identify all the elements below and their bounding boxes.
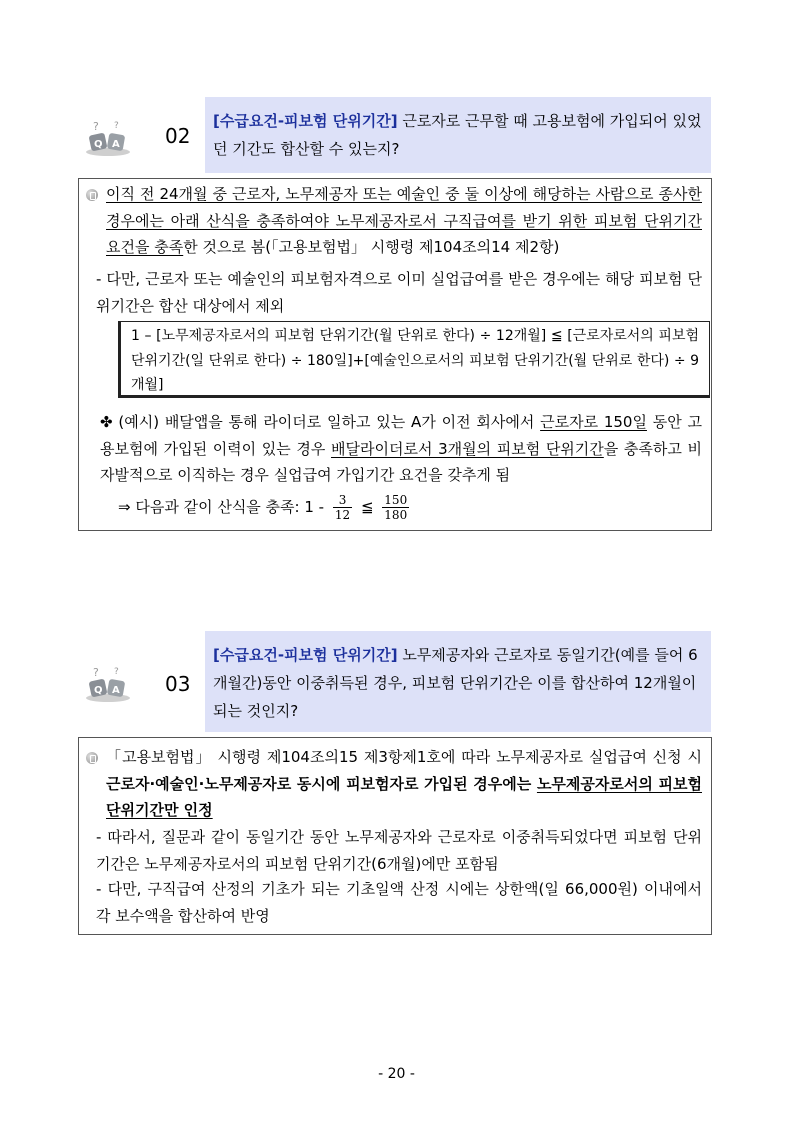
question-text: 근로자로 근무할 때 고용보험에 가입되어 있었던 기간도 합산할 수 있는지? [213, 112, 702, 158]
underlined-text: 근로자로 150일 [540, 413, 647, 431]
qa-icon [84, 664, 132, 704]
example-mark-icon: ✤ [100, 413, 113, 431]
question-tag: [수급요건-피보험 단위기간] [213, 112, 398, 130]
question-box [205, 631, 711, 732]
answer-subpoint [96, 824, 702, 877]
subpoint-text: - 따라서, 질문과 같이 동일기간 동안 노무제공자와 근로자로 이중취득되었다면 피보험 단위기간은 노무제공자로서의 피보험 단위기간(6개월)에만 포함됨 [96, 828, 702, 873]
question-text: 노무제공자와 근로자로 동일기간(예를 들어 6개월간)동안 이중취득된 경우, 피보험 단위기간은 이를 합산하여 12개월이 되는 것인지? [213, 646, 698, 720]
calc-prefix: ⇒ 다음과 같이 산식을 충족: 1 - [118, 498, 325, 516]
question-number: 03 [165, 672, 191, 696]
bullet-icon [86, 752, 98, 764]
bold-underlined-text: 노무제공자로서의 피보험 단위기간만 인정 [106, 774, 702, 819]
svg-text:?: ? [93, 666, 99, 679]
question-box [205, 97, 711, 173]
calc-operator: ≦ [360, 498, 374, 516]
fraction [382, 493, 409, 522]
example-paragraph [100, 409, 702, 489]
svg-text:A: A [112, 139, 120, 150]
answer-paragraph [106, 181, 702, 261]
example-text: 동안 고용보험에 가입된 이력이 있는 경우 [100, 413, 702, 458]
svg-text:Q: Q [94, 685, 103, 696]
fraction-numerator: 150 [384, 493, 408, 507]
answer-text: 「고용보험법」 시행령 제104조의15 제3항제1호에 따라 노무제공자로 실업급여 신청 시 [106, 748, 702, 766]
answer-subpoint [96, 266, 702, 319]
svg-text:A: A [112, 685, 120, 696]
bullet-icon [86, 189, 98, 201]
answer-subpoint [96, 876, 702, 929]
page-number: - 20 - [378, 1066, 415, 1082]
fraction-denominator: 12 [334, 508, 351, 522]
answer-paragraph [106, 744, 702, 824]
svg-text:?: ? [114, 667, 119, 677]
bold-text: 근로자·예술인·노무제공자로 동시에 피보험자로 가입된 경우에는 [106, 774, 537, 793]
example-text: 을 충족하고 비자발적으로 이직하는 경우 실업급여 가입기간 요건을 갖추게 됨 [100, 439, 702, 484]
svg-text:?: ? [114, 121, 119, 131]
fraction-numerator: 3 [333, 493, 352, 508]
subpoint-text: - 다만, 구직급여 산정의 기초가 되는 기초일액 산정 시에는 상한액(일 66,000원) 이내에서 각 보수액을 합산하여 반영 [96, 880, 702, 925]
calculation-line [118, 490, 518, 524]
svg-text:Q: Q [94, 139, 103, 150]
fraction [333, 493, 352, 522]
example-text: (예시) 배달앱을 통해 라이더로 일하고 있는 A가 이전 회사에서 [118, 413, 541, 431]
subpoint-text: - 다만, 근로자 또는 예술인의 피보험자격으로 이미 실업급여를 받은 경우에는 해당 피보험 단위기간은 합산 대상에서 제외 [96, 270, 702, 315]
fraction-denominator: 180 [384, 508, 408, 522]
underlined-text: 배달라이더로서 3개월의 피보험 단위기간 [331, 439, 604, 458]
svg-text:?: ? [93, 120, 99, 133]
question-number: 02 [165, 124, 191, 148]
question-tag: [수급요건-피보험 단위기간] [213, 646, 398, 664]
underlined-text: 이직 전 24개월 중 근로자, 노무제공자 또는 예술인 중 둘 이상에 해당하는 사람으로 종사한 경우에는 아래 산식을 충족하여야 노무제공자로서 구직급여를 받기 위한 피보험 단위기간 요건을 충족 [106, 185, 702, 256]
answer-text: 한 것으로 봄(「고용보험법」 시행령 제104조의14 제2항) [183, 238, 560, 256]
qa-icon [84, 118, 132, 158]
formula-box: 1 – [노무제공자로서의 피보험 단위기간(월 단위로 한다) ÷ 12개월] ≦ [근로자로서의 피보험 단위기간(일 단위로 한다) ÷ 180일]+[예술인으로서의 피보험 단위기간(월 단위로 한다) ÷ 9개월] [118, 321, 710, 398]
